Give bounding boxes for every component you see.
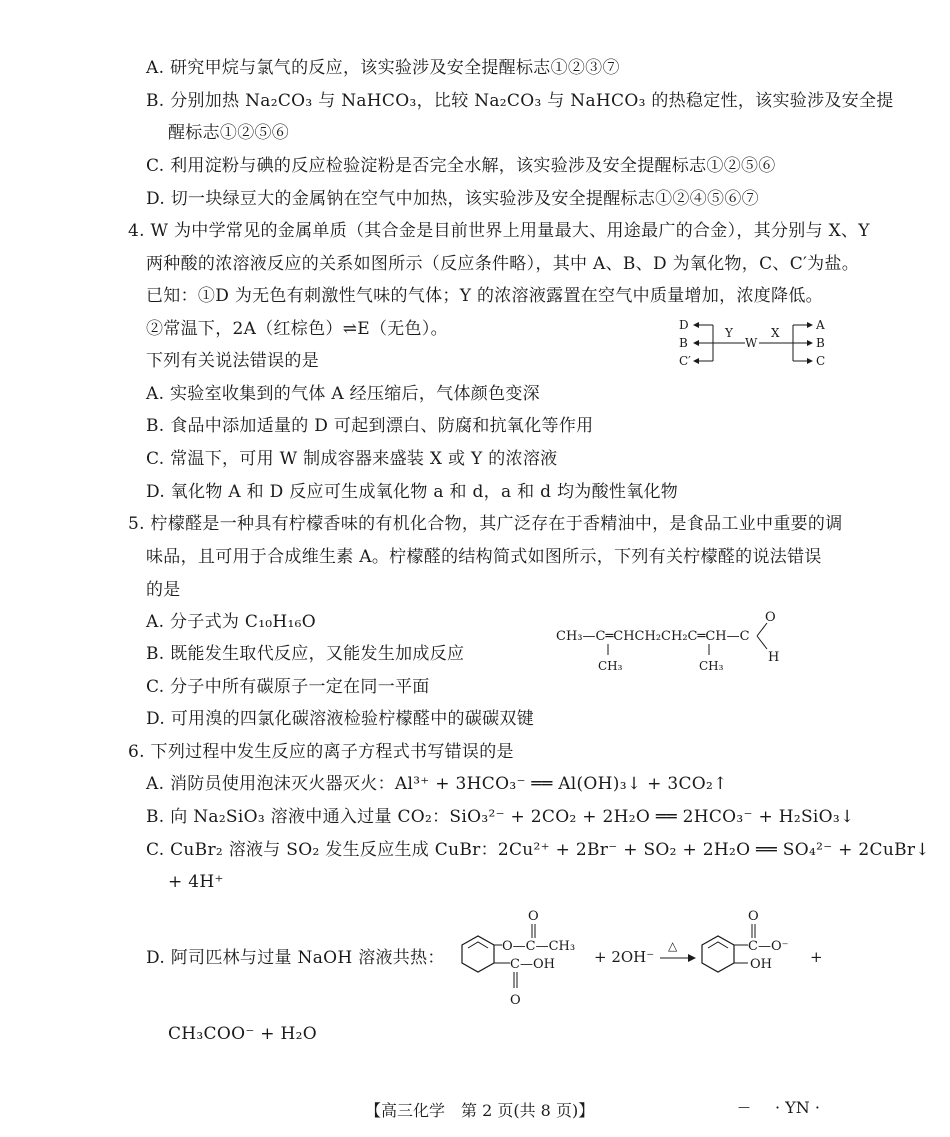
diagram-label-b-right: B (816, 336, 825, 350)
q5-citral-structure (552, 605, 792, 677)
citral-h: H (768, 650, 780, 665)
q6-stem: 6. 下列过程中发生反应的离子方程式书写错误的是 (128, 742, 514, 762)
q6-aspirin-equation (440, 900, 840, 1012)
diagram-label-c-prime: C′ (679, 354, 691, 368)
diagram-label-y: Y (725, 326, 733, 340)
q6-option-b: B. 向 Na₂SiO₃ 溶液中通入过量 CO₂：SiO₃²⁻ + 2CO₂ + 2H₂O ══ 2HCO₃⁻ + H₂SiO₃↓ (146, 807, 855, 827)
diagram-label-w: W (745, 336, 758, 350)
citral-ch3-2: CH₃ (699, 659, 724, 673)
diagram-label-d: D (679, 318, 689, 332)
q4-stem-line2: 两种酸的浓溶液反应的关系如图所示（反应条件略），其中 A、B、D 为氧化物，C、C′为盐。 (146, 254, 860, 274)
hydroxide-term: + 2OH⁻ (594, 948, 655, 966)
q4-option-a: A. 实验室收集到的气体 A 经压缩后，气体颜色变深 (146, 384, 540, 404)
q5-option-a: A. 分子式为 C₁₀H₁₆O (146, 612, 317, 632)
q3-option-d: D. 切一块绿豆大的金属钠在空气中加热，该实验涉及安全提醒标志①②④⑤⑥⑦ (146, 189, 759, 209)
q6-option-c-line2: + 4H⁺ (168, 872, 224, 892)
footer-region-code: · YN · (775, 1098, 820, 1117)
q6-option-d-tail: CH₃COO⁻ + H₂O (168, 1024, 318, 1044)
diagram-label-b-left: B (679, 336, 688, 350)
q5-stem-line1: 5. 柠檬醛是一种具有柠檬香味的有机化合物，其广泛存在于香精油中，是食品工业中重要的调 (128, 514, 843, 534)
q4-option-d: D. 氧化物 A 和 D 反应可生成氧化物 a 和 d，a 和 d 均为酸性氧化物 (146, 482, 679, 502)
q4-stem-line1: 4. W 为中学常见的金属单质（其合金是目前世界上用量最大、用途最广的合金），其分别与 X、Y (128, 221, 870, 241)
footer-dash: — (738, 1100, 750, 1114)
q4-stem-line5: 下列有关说法错误的是 (146, 351, 319, 371)
q4-stem-line4: ②常温下，2A（红棕色）⇌E（无色）。 (146, 319, 448, 339)
q5-option-d: D. 可用溴的四氯化碳溶液检验柠檬醛中的碳碳双键 (146, 709, 535, 729)
q6-option-d-label: D. 阿司匹林与过量 NaOH 溶液共热： (146, 948, 445, 968)
q5-stem-line3: 的是 (146, 580, 181, 600)
q5-stem-line2: 味品，且可用于合成维生素 A。柠檬醛的结构简式如图所示，下列有关柠檬醛的说法错误 (146, 547, 822, 567)
q6-option-c-line1: C. CuBr₂ 溶液与 SO₂ 发生反应生成 CuBr：2Cu²⁺ + 2Br⁻ + SO₂ + 2H₂O ══ SO₄²⁻ + 2CuBr↓ (146, 840, 930, 860)
diagram-label-x: X (771, 326, 780, 340)
q6-option-a: A. 消防员使用泡沫灭火器灭火：Al³⁺ + 3HCO₃⁻ ══ Al(OH)₃↓ + 3CO₂↑ (146, 774, 728, 794)
q5-option-c: C. 分子中所有碳原子一定在同一平面 (146, 677, 430, 697)
footer-page-info: 【高三化学 第 2 页(共 8 页)】 (365, 1101, 595, 1120)
reactant-o-bottom: O (510, 993, 521, 1008)
heat-symbol: △ (668, 939, 678, 953)
q5-option-b: B. 既能发生取代反应，又能发生加成反应 (146, 644, 465, 664)
citral-o: O (765, 610, 776, 625)
product-benzene-ring (702, 936, 734, 972)
product-carboxylate: C—O⁻ (748, 939, 789, 954)
q3-option-b-line2: 醒标志①②⑤⑥ (168, 123, 290, 143)
reactant-ester-group: O—C—CH₃ (502, 939, 576, 954)
reactant-o-top: O (528, 909, 539, 924)
q3-option-b-line1: B. 分别加热 Na₂CO₃ 与 NaHCO₃，比较 Na₂CO₃ 与 NaHCO₃ 的热稳定性，该实验涉及安全提 (146, 91, 894, 111)
q4-option-b: B. 食品中添加适量的 D 可起到漂白、防腐和抗氧化等作用 (146, 416, 594, 436)
q3-option-a: A. 研究甲烷与氯气的反应，该实验涉及安全提醒标志①②③⑦ (146, 58, 620, 78)
diagram-label-a: A (816, 318, 825, 332)
q4-option-c: C. 常温下，可用 W 制成容器来盛装 X 或 Y 的浓溶液 (146, 449, 558, 469)
q4-reaction-diagram (675, 312, 835, 372)
reactant-benzene-ring (462, 936, 494, 972)
reactant-acid-group: C—OH (510, 957, 555, 972)
q3-option-c: C. 利用淀粉与碘的反应检验淀粉是否完全水解，该实验涉及安全提醒标志①②⑤⑥ (146, 156, 776, 176)
citral-ch3-1: CH₃ (598, 659, 623, 673)
product-o-top: O (748, 909, 759, 924)
product-hydroxyl: OH (750, 957, 772, 972)
q4-stem-line3: 已知：①D 为无色有刺激性气味的气体；Y 的浓溶液露置在空气中质量增加，浓度降低。 (146, 286, 823, 306)
trailing-plus: + (810, 948, 823, 966)
citral-main-chain: CH₃—C═CHCH₂CH₂C═CH—C (556, 629, 750, 644)
diagram-label-c: C (816, 354, 826, 368)
